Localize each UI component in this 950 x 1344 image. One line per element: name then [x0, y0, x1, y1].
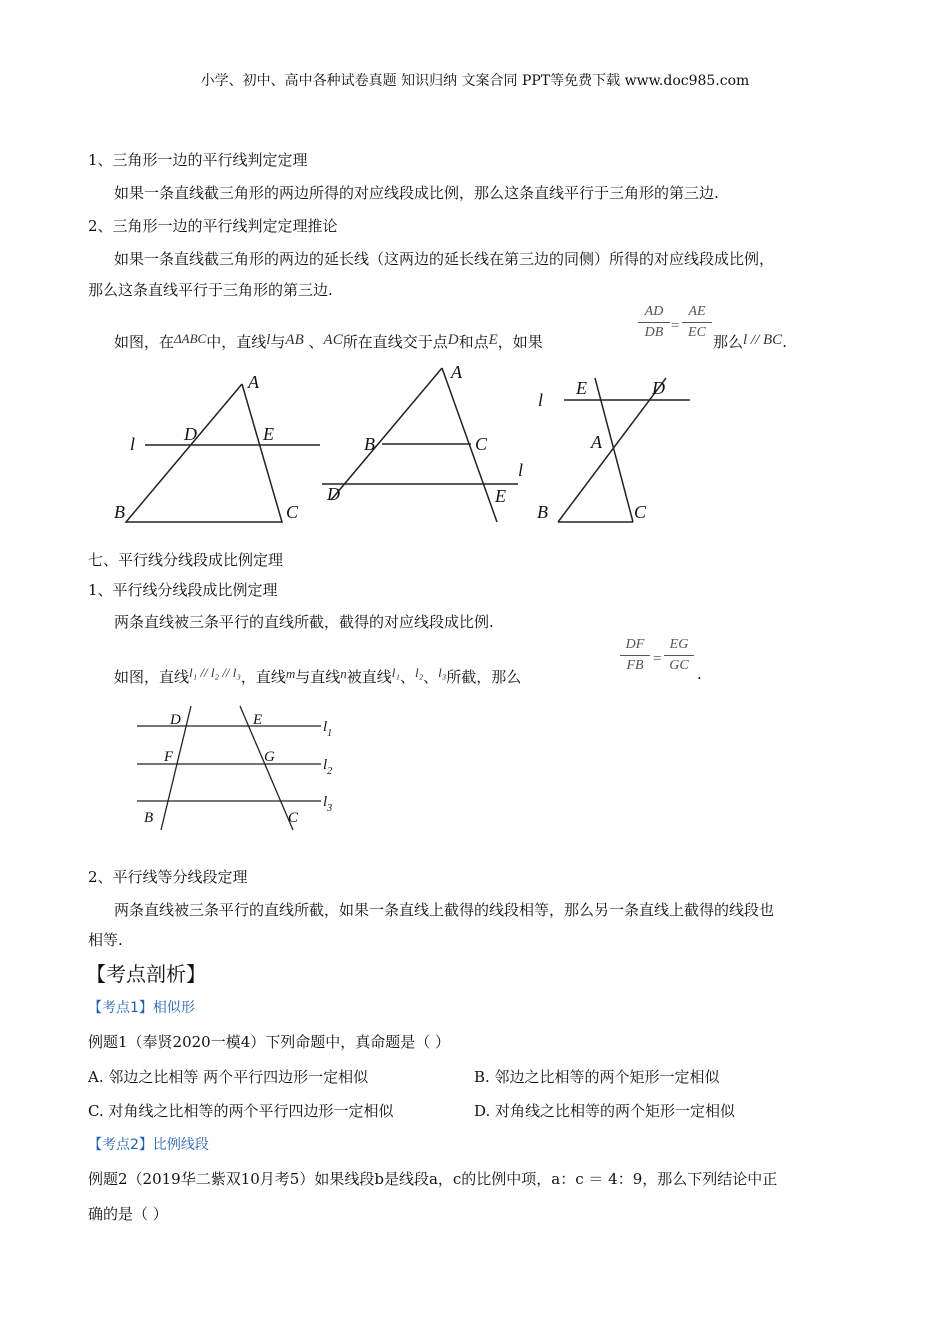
label-a-1: A: [248, 372, 259, 392]
label-e-2: E: [495, 486, 506, 506]
section-body-7-1: 两条直线被三条平行的直线所截，截得的对应线段成比例.: [114, 613, 494, 631]
figure1-conclusion: 那么l // BC.: [713, 332, 787, 351]
figure2-period: .: [697, 665, 702, 683]
section-title-1: 1、三角形一边的平行线判定定理: [88, 151, 308, 169]
parallel-lines-diagram: [125, 700, 345, 840]
label-d-2: D: [327, 484, 340, 504]
triangle-parallel-diagrams: [100, 360, 700, 530]
label-l-2: l: [518, 460, 524, 480]
fraction-eg-gc: EG GC: [664, 637, 694, 674]
option-a: A. 邻边之比相等 两个平行四边形一定相似: [88, 1068, 369, 1086]
label-e-3: E: [576, 378, 587, 398]
label-b-1: B: [114, 502, 125, 522]
label-g: G: [264, 749, 275, 765]
label-c-3: C: [634, 502, 647, 522]
section-body-2b: 那么这条直线平行于三角形的第三边.: [88, 281, 333, 299]
section-title-7-2: 2、平行线等分线段定理: [88, 868, 248, 886]
example-2-question: 例题2（2019华二紫双10月考5）如果线段b是线段a，c的比例中项，a：c ＝ 4：9，那么下列结论中正: [88, 1170, 778, 1188]
figure2-sentence: 如图，直线l₁ // l₂ // l₃，直线m与直线n被直线l₁、l₂、l₃所截，那么: [114, 665, 522, 686]
section-body-7-2a: 两条直线被三条平行的直线所截，如果一条直线上截得的线段相等，那么另一条直线上截得的线段也: [114, 901, 775, 919]
section-title-7: 七、平行线分线段成比例定理: [88, 551, 284, 569]
label-l3: $l_3$: [323, 794, 333, 814]
label-d-1: D: [184, 424, 197, 444]
label-a-3: A: [591, 432, 602, 452]
equals-sign-1: =: [670, 318, 681, 334]
example-1-question: 例题1（奉贤2020一模4）下列命题中，真命题是（ ）: [88, 1033, 451, 1051]
label-l1: $l_1$: [323, 719, 333, 739]
label-l-3: l: [538, 390, 544, 410]
fraction-df-fb: DF FB: [620, 637, 650, 674]
page-header: 小学、初中、高中各种试卷真题 知识归纳 文案合同 PPT等免费下载 www.doc985.com: [200, 73, 750, 89]
line-ab-extended: [331, 368, 442, 500]
label-b-3: B: [537, 502, 548, 522]
topic-2-heading: 【考点2】比例线段: [88, 1137, 209, 1153]
label-d-3: D: [652, 378, 665, 398]
fraction-ad-db: AD DB: [638, 304, 670, 341]
label-e: E: [253, 712, 263, 728]
section-title-7-1: 1、平行线分线段成比例定理: [88, 581, 278, 599]
section-body-1: 如果一条直线截三角形的两边所得的对应线段成比例，那么这条直线平行于三角形的第三边.: [114, 184, 719, 202]
section-body-2a: 如果一条直线截三角形的两边的延长线（这两边的延长线在第三边的同侧）所得的对应线段成比例，: [114, 250, 775, 268]
line-n: [240, 706, 293, 830]
analysis-heading: 【考点剖析】: [86, 962, 206, 986]
label-b-2: B: [364, 434, 375, 454]
section-body-7-2b: 相等.: [88, 931, 123, 949]
triangle-abc-1: [126, 384, 282, 522]
label-e-1: E: [263, 424, 274, 444]
label-b: B: [144, 810, 154, 826]
option-b: B. 邻边之比相等的两个矩形一定相似: [474, 1068, 720, 1086]
label-f: F: [164, 749, 174, 765]
label-a-2: A: [451, 362, 462, 382]
line-ac-extended: [442, 368, 497, 522]
fraction-ae-ec: AE EC: [682, 304, 712, 341]
label-c-2: C: [475, 434, 488, 454]
label-l-1: l: [130, 434, 136, 454]
option-d: D. 对角线之比相等的两个矩形一定相似: [474, 1102, 736, 1120]
label-d: D: [170, 712, 181, 728]
example-2-question-cont: 确的是（ ）: [88, 1205, 168, 1223]
option-c: C. 对角线之比相等的两个平行四边形一定相似: [88, 1102, 394, 1120]
topic-1-heading: 【考点1】相似形: [88, 1000, 195, 1016]
label-c-1: C: [286, 502, 299, 522]
figure1-sentence: 如图，在ΔABC中，直线l与AB 、AC所在直线交于点D和点E，如果: [114, 331, 543, 351]
label-c: C: [288, 810, 299, 826]
equals-sign-2: =: [652, 651, 663, 667]
label-l2: $l_2$: [323, 757, 333, 777]
section-title-2: 2、三角形一边的平行线判定定理推论: [88, 217, 338, 235]
